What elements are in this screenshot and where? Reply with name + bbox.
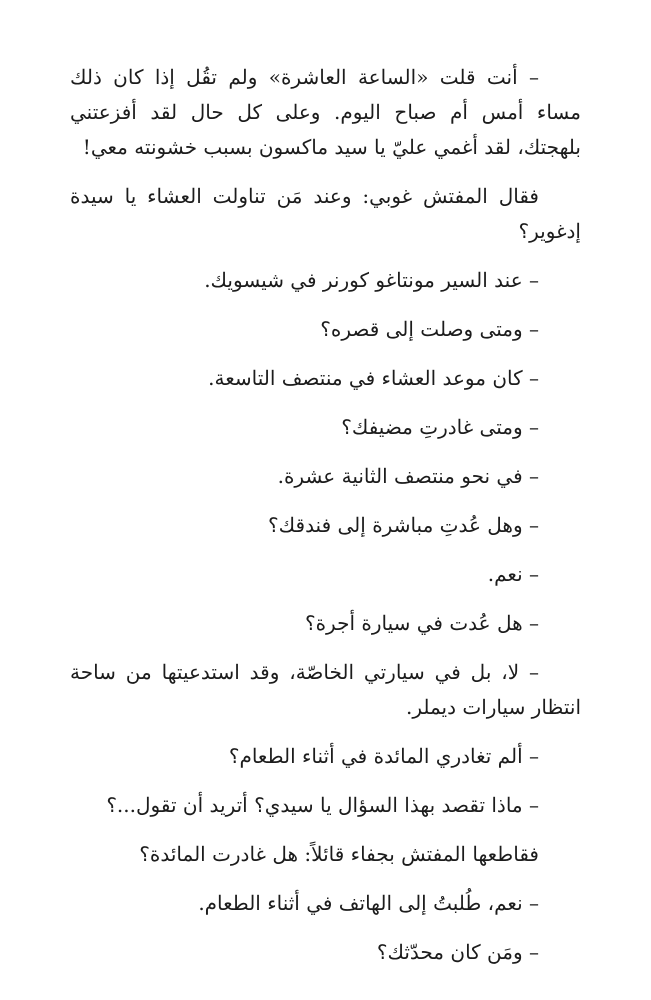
paragraph-4: – ومتى وصلت إلى قصره؟ <box>320 317 539 341</box>
paragraph-11: – لا، بل في سيارتي الخاصّة، وقد استدعيتها من ساحة انتظار سيارات ديملر. <box>70 660 581 719</box>
paragraph-12: – ألم تغادري المائدة في أثناء الطعام؟ <box>228 744 539 768</box>
paragraph-7: – في نحو منتصف الثانية عشرة. <box>277 464 539 488</box>
book-page <box>70 60 581 984</box>
paragraph-8: – وهل عُدتِ مباشرة إلى فندقك؟ <box>268 513 539 537</box>
paragraph-1: – أنت قلت «الساعة العاشرة» ولم تقُل إذا كان ذلك مساء أمس أم صباح اليوم. وعلى كل حال لقد أفزعتني بلهجتك، لقد أغمي عليّ يا سيد ماكسون بسبب خشونته معي! <box>70 65 581 159</box>
paragraph-3: – عند السير مونتاغو كورنر في شيسويك. <box>204 268 539 292</box>
paragraph-15: – نعم، طُلبتُ إلى الهاتف في أثناء الطعام. <box>198 891 539 915</box>
paragraph-9: – نعم. <box>487 562 539 586</box>
paragraph-10: – هل عُدت في سيارة أجرة؟ <box>304 611 539 635</box>
paragraph-6: – ومتى غادرتِ مضيفك؟ <box>341 415 539 439</box>
paragraph-14: فقاطعها المفتش بجفاء قائلاً: هل غادرت المائدة؟ <box>139 842 539 866</box>
paragraph-2: فقال المفتش غوبي: وعند مَن تناولت العشاء يا سيدة إدغوير؟ <box>70 184 581 243</box>
paragraph-5: – كان موعد العشاء في منتصف التاسعة. <box>208 366 539 390</box>
paragraph-16: – ومَن كان محدّثك؟ <box>376 940 539 964</box>
paragraph-13: – ماذا تقصد بهذا السؤال يا سيدي؟ أتريد أن تقول...؟ <box>106 793 539 817</box>
